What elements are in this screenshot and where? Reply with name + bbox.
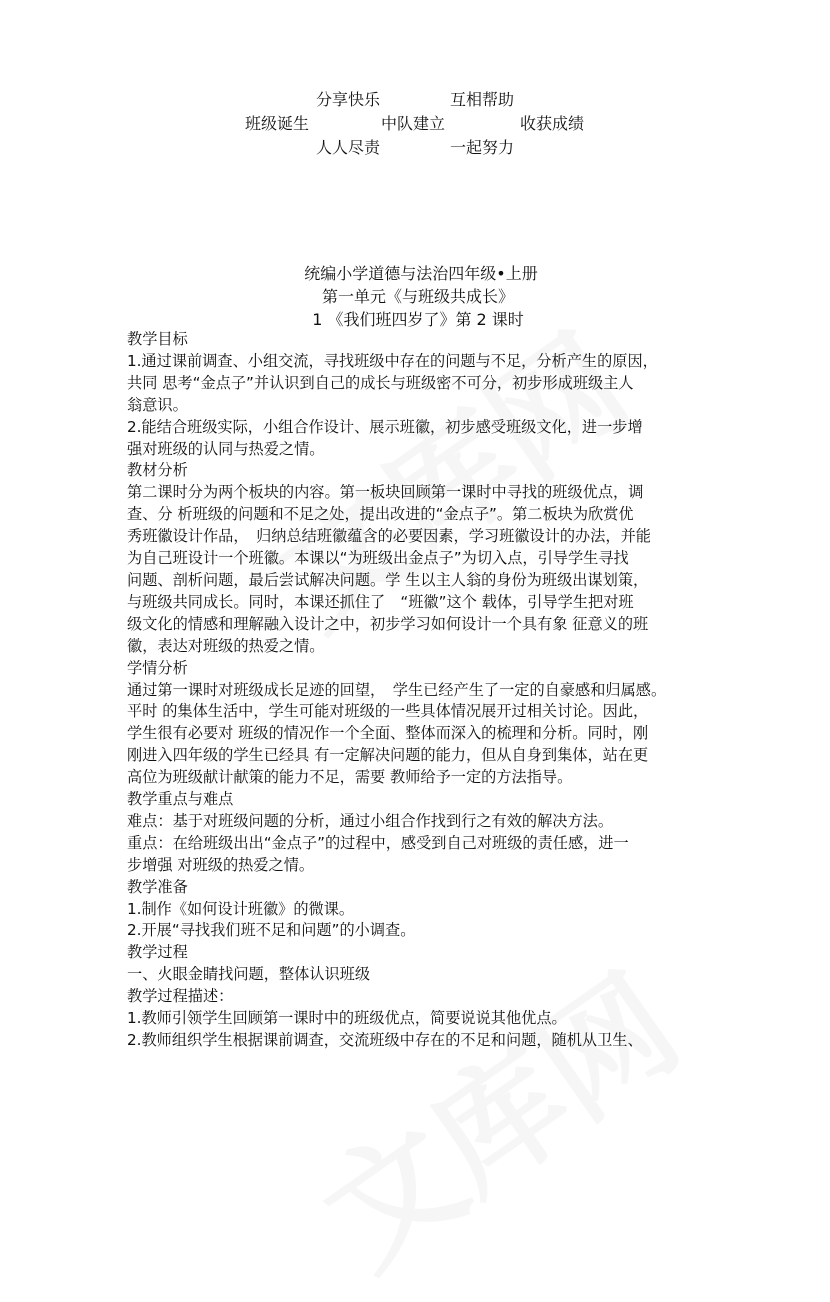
paragraph-line: 翁意识。 <box>127 395 188 414</box>
paragraph-line: 级文化的情感和理解融入设计之中，初步学习如何设计一个具有象 征意义的班 <box>127 614 649 633</box>
paragraph-line: 重点：在给班级出出“金点子”的过程中，感受到自己对班级的责任感，进一 <box>127 833 629 852</box>
paragraph-line: 难点：基于对班级问题的分析，通过小组合作找到行之有效的解决方法。 <box>127 811 613 830</box>
section-heading-material: 教材分析 <box>127 461 188 480</box>
paragraph-line: 1.制作《如何设计班徽》的微课。 <box>127 899 355 918</box>
paragraph-line: 2.开展“寻找我们班不足和问题”的小调查。 <box>127 921 416 940</box>
section-heading-process: 教学过程 <box>127 943 188 962</box>
paragraph-line: 第二课时分为两个板块的内容。第一板块回顾第一课时中寻找的班级优点，调 <box>127 483 644 502</box>
section-heading-goals: 教学目标 <box>127 330 188 348</box>
section-heading-student: 学情分析 <box>127 658 188 677</box>
paragraph-line: 通过第一课时对班级成长足迹的回望， 学生已经产生了一定的自豪感和归属感。 <box>127 680 667 699</box>
phrase-help-each-other: 互相帮助 <box>450 90 515 109</box>
phrase-work-together: 一起努力 <box>450 138 515 157</box>
top-phrases-row-2 <box>0 112 830 136</box>
paragraph-line: 徽，表达对班级的热爱之情。 <box>127 636 325 655</box>
paragraph-line: 与班级共同成长。同时，本课还抓住了 “班徽”这个 载体，引导学生把对班 <box>127 592 634 611</box>
paragraph-line: 高位为班级献计献策的能力不足，需要 教师给予一定的方法指导。 <box>127 768 573 787</box>
phrase-squad-founded: 中队建立 <box>381 114 446 133</box>
phrase-harvest-results: 收获成绩 <box>520 114 585 133</box>
section-heading-key-points: 教学重点与难点 <box>127 790 234 809</box>
top-phrases <box>0 88 830 160</box>
phrase-class-born: 班级诞生 <box>245 114 310 133</box>
paragraph-line: 秀班徽设计作品， 归纳总结班徽蕴含的必要因素，学习班徽设计的办法，并能 <box>127 527 651 546</box>
document-header <box>0 262 830 331</box>
paragraph-line: 学生很有必要对 班级的情况作一个全面、整体而深入的梳理和分析。同时，刚 <box>127 724 649 743</box>
textbook-title: 统编小学道德与法治四年级•上册 <box>304 264 538 283</box>
lesson-title: 1 《我们班四岁了》第 2 课时 <box>312 310 524 329</box>
paragraph-line: 刚进入四年级的学生已经具 有一定解决问题的能力，但从自身到集体，站在更 <box>127 746 649 765</box>
paragraph-line: 步增强 对班级的热爱之情。 <box>127 855 315 874</box>
paragraph-line: 2.教师组织学生根据课前调查，交流班级中存在的不足和问题，随机从卫生、 <box>127 1031 643 1049</box>
unit-title: 第一单元《与班级共成长》 <box>321 287 514 306</box>
top-phrases-row-1 <box>0 88 830 112</box>
paragraph-line: 问题、剖析问题，最后尝试解决问题。学 生以主人翁的身份为班级出谋划策， <box>127 570 649 589</box>
paragraph-line: 查、分 析班级的问题和不足之处，提出改进的“金点子”。第二板块为欣赏优 <box>127 505 634 524</box>
top-phrases-row-3 <box>0 136 830 160</box>
paragraph-line: 一、火眼金睛找问题，整体认识班级 <box>127 965 370 984</box>
phrase-share-joy: 分享快乐 <box>316 90 381 109</box>
paragraph-line: 1.教师引领学生回顾第一课时中的班级优点，简要说说其他优点。 <box>127 1009 567 1028</box>
paragraph-line: 教学过程描述： <box>127 987 234 1006</box>
paragraph-line: 平时 的集体生活中，学生可能对班级的一些具体情况展开过相关讨论。因此， <box>127 702 649 721</box>
section-heading-preparation: 教学准备 <box>127 877 188 896</box>
phrase-everyone-responsible: 人人尽责 <box>316 138 381 157</box>
document-body <box>127 329 709 1052</box>
paragraph-line: 为自己班设计一个班徽。本课以“为班级出金点子”为切入点，引导学生寻找 <box>127 549 629 568</box>
paragraph-line: 2.能结合班级实际，小组合作设计、展示班徽，初步感受班级文化，进一步增 <box>127 417 643 436</box>
paragraph-line: 1.通过课前调查、小组交流，寻找班级中存在的问题与不足，分析产生的原因， <box>127 351 658 370</box>
paragraph-line: 强对班级的认同与热爱之情。 <box>127 439 325 458</box>
paragraph-line: 共同 思考“金点子”并认识到自己的成长与班级密不可分，初步形成班级主人 <box>127 373 634 392</box>
